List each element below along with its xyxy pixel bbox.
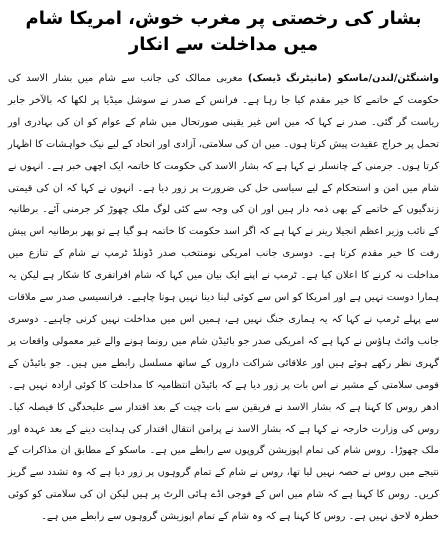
- headline: بشار کی رخصتی پر مغرب خوش، امریکا شام میں مداخلت سے انکار: [25, 8, 422, 55]
- article-body-paragraph: [8, 68, 439, 528]
- article-body-text: مغربی ممالک کی جانب سے شام میں بشار الاسد کی حکومت کے خاتمے کا خیر مقدم کیا جا رہا ہے۔ فرانس کے صدر نے سوشل میڈیا پر لکھا کہ بالآخر جابر ریاست گر گئی۔ صدر نے کہا کہ میں اس غیر یقینی صورتحال میں شام کے عوام کو ان کی بہادری اور تحمل پر خراج عقیدت پیش کرتا ہوں۔ میں ان کی سلامتی، آزادی اور اتحاد کے لیے نیک خواہشات کا اظہار کرتا ہوں۔ جرمنی کے چانسلر نے کہا ہے کہ بشار الاسد کی حکومت کا خاتمہ ایک اچھی خبر ہے۔ انہوں نے شام میں امن و استحکام کے لیے سیاسی حل کی ضرورت پر زور دیا ہے۔ انہوں نے کہا کہ ان کی قیمتی زندگیوں کے خاتمے کے بھی ذمہ دار ہیں اور ان کی وجہ سے کئی لوگ ملک چھوڑ کر جرمنی آئے۔ برطانیہ کے نائب وزیر اعظم انجیلا رینر نے کہا ہے کہ اگر اسد حکومت کا خاتمہ ہو گیا ہے تو پھر برطانیہ اس پیش رفت کا خیر مقدم کرتا ہے۔ دوسری جانب امریکی نومنتخب صدر ڈونلڈ ٹرمپ نے شام کے تنازع میں مداخلت نہ کرنے کا اعلان کیا ہے۔ ٹرمپ نے اپنے ایک بیان میں کہا کہ شام افراتفری کا شکار ہے لیکن یہ ہمارا دوست نہیں ہے اور امریکا کو اس سے کوئی لینا دینا نہیں ہونا چاہیے۔ فرانسیسی صدر سے ملاقات سے پہلے ٹرمپ نے کہا کہ یہ ہماری جنگ نہیں ہے، ہمیں اس میں مداخلت نہیں کرنی چاہیے۔ دوسری جانب وائٹ ہاؤس نے کہا ہے کہ امریکی صدر جو بائیڈن شام میں رونما ہونے والے غیر معمولی واقعات پر گہری نظر رکھے ہوئے ہیں اور علاقائی شراکت داروں کے ساتھ مسلسل رابطے میں ہیں۔ جو بائیڈن کے قومی سلامتی کے مشیر نے اس بات پر زور دیا ہے کہ بائیڈن انتظامیہ کا مداخلت کا کوئی ارادہ نہیں ہے۔ ادھر روس کا کہنا ہے کہ بشار الاسد نے فریقین سے بات چیت کے بعد اقتدار سے علیحدگی کا فیصلہ کیا۔ روس کی وزارت خارجہ نے کہا ہے کہ بشار الاسد نے پرامن انتقال اقتدار کی ہدایت دینے کے بعد عہدہ اور ملک چھوڑا۔ روس شام کی تمام اپوزیشن گروپوں سے رابطے میں ہے۔ ماسکو کے مطابق ان مذاکرات کے نتیجے میں روس نے حصہ نہیں لیا تھا، روس نے شام کے تمام گروہوں پر زور دیا ہے کہ وہ تشدد سے گریز کریں۔ روس کا کہنا ہے کہ شام میں اس کے فوجی اڈے ہائی الرٹ پر ہیں لیکن ان کی سلامتی کو کوئی خطرہ لاحق نہیں ہے۔ روس کا کہنا ہے کہ وہ شام کے تمام اپوزیشن گروہوں سے رابطے میں ہے۔: [8, 73, 439, 523]
- dateline: واشنگٹن/لندن/ماسکو (مانیٹرنگ ڈیسک): [247, 73, 439, 84]
